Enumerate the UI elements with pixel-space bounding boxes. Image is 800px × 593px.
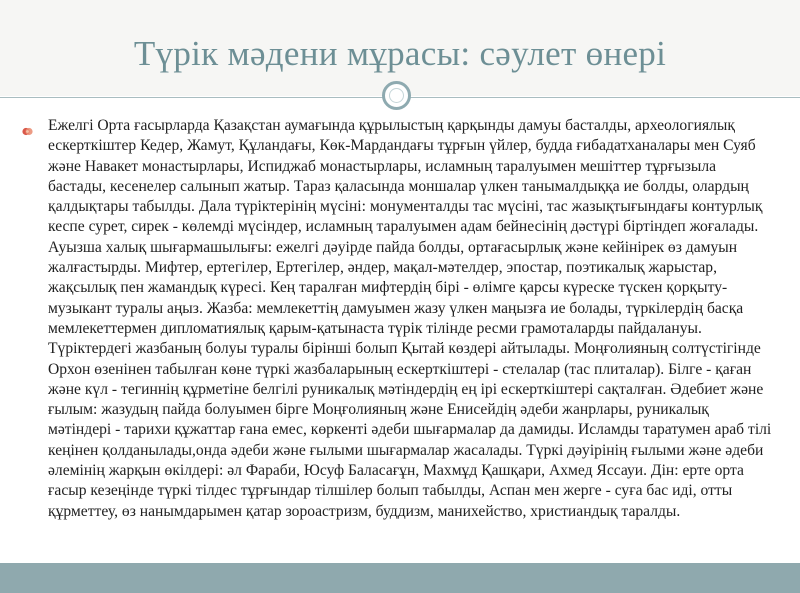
slide-body-text: Ежелгі Орта ғасырларда Қазақстан аумағында құрылыстың қарқынды дамуы басталды, археологиялық ескерткіштер Кедер, Жамут, Құландағы, Көк-Мардандағы тұрғын үйлер, будда ғибадатханалары мен Суяб және Навакет монастырлары, Испиджаб монастырлары, исламның таралуымен мешіттер тұрғызыла бастады, кесенелер салынып жатыр. Тараз қаласында моншалар үлкен танымалдыққа ие болды, олардың қалдықтары табылды. Дала түріктерінің мүсіні: монументалды тас мүсіні, тас жазықтығындағы контурлық кеспе сурет, сирек - көлемді мүсіндер, исламның таралуымен адам бейнесінің дәстүрі біртіндеп жоғалады. Ауызша халық шығармашылығы: ежелгі дәуірде пайда болды, ортағасырлық және кейінірек өз дамуын жалғастырды. Мифтер, ертегілер, Ертегілер, әндер, мақал-мәтелдер, эпостар, поэтикалық жарыстар, жақсылық пен жамандық күресі. Кең таралған мифтердің бірі - өлімге қарсы күреске түскен қорқыту-музыкант туралы аңыз. Жазба: мемлекеттің дамуымен жазу үлкен маңызға ие болады, түркілердің басқа мемлекеттермен дипломатиялық қарым-қатынаста түрік тілінде ресми грамоталарды пайдалануы. Түріктердегі жазбаның болуы туралы бірінші болып Қытай көздері айтылады. Моңғолияның солтүстігінде Орхон өзенінен табылған көне түркі жазбаларының ескерткіштері - стелалар (тас плиталар). Білге - қаған және күл - тегиннің құрметіне белгілі руникалық мәтіндердің ең ірі ескерткіштері сақталған. Әдебиет және ғылым: жазудың пайда болуымен бірге Моңғолияның және Енисейдің әдеби жанрлары, руникалық мәтіндері - тарихи құжаттар ғана емес, көркенті әдеби шығармалар да дамиды. Исламды таратумен араб тілі кеңінен қолданылады,онда әдеби және ғылыми шығармалар жасалады. Түркі дәуірінің ғылыми және әдеби әлемінің жарқын өкілдері: әл Фараби, Юсуф Баласағұн, Махмұд Қашқари, Ахмед Яссауи. Дін: ерте орта ғасыр кезеңінде түркі тілдес тұрғындар тілшілер болып табылды, Аспан мен жерге - суға бас иді, отты құрметтеу, өз нанымдарымен қатар зороастризм, буддизм, манихейство, христиандық таралды. [48,117,772,520]
slide-title: Түрік мәдени мұрасы: сәулет өнері [133,34,667,73]
ring-icon [382,81,411,110]
watermark [463,520,486,554]
bullet-icon [22,126,33,137]
footer-band [0,563,800,593]
